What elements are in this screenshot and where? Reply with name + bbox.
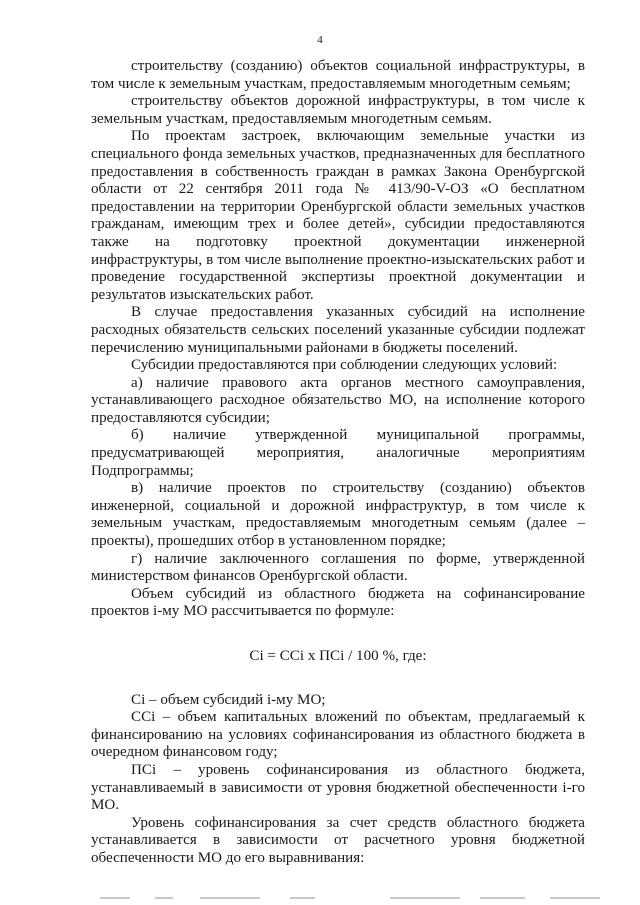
page-number: 4 bbox=[317, 34, 323, 46]
definition-pci: ПСi – уровень софинансирования из областного бюджета, устанавливаемый в зависимости от уровня бюджетной обеспеченности i-го МО. bbox=[91, 761, 585, 814]
paragraph-large-family-land: По проектам застроек, включающим земельные участки из специального фонда земельных участков, предназначенных для бесплатного предоставления в собственность граждан в рамках Закона Оренбургской области от 22 сентября 2011 года № 413/90-V-ОЗ «О бесплатном предоставлении на территории Оренбургской области земельных участков гражданам, имеющим трех и более детей», субсидии предоставляются также на подготовку проектной документации инженерной инфраструктуры, в том числе выполнение проектно-изыскательских работ и проведение государственной экспертизы проектной документации и результатов изыскательских работ. bbox=[91, 128, 585, 303]
condition-a: а) наличие правового акта органов местного самоуправления, устанавливающего расходное обязательство МО, на исполнение которого предоставляются субсидии; bbox=[91, 374, 585, 426]
paragraph-formula-intro: Объем субсидий из областного бюджета на софинансирование проектов i-му МО рассчитывается по формуле: bbox=[91, 585, 585, 620]
scan-bleed-through bbox=[60, 893, 620, 903]
paragraph-cofinancing-level: Уровень софинансирования за счет средств областного бюджета устанавливается в зависимости от расчетного уровня бюджетной обеспеченности МО до его выравнивания: bbox=[91, 814, 585, 866]
definition-cci: ССi – объем капитальных вложений по объектам, предлагаемый к финансированию на условиях софинансирования из областного бюджета в очередном финансовом году; bbox=[91, 709, 585, 761]
paragraph-conditions-intro: Субсидии предоставляются при соблюдении следующих условий: bbox=[131, 357, 558, 374]
subsidy-formula: Сi = ССi х ПСi / 100 %, где: bbox=[249, 648, 427, 664]
paragraph-road-infrastructure: строительству объектов дорожной инфраструктуры, в том числе к земельным участкам, предоставляемым многодетным семьям. bbox=[91, 93, 585, 127]
condition-b: б) наличие утвержденной муниципальной программы, предусматривающей мероприятия, аналогичные мероприятиям Подпрограммы; bbox=[91, 427, 585, 479]
paragraph-rural-settlements: В случае предоставления указанных субсидий на исполнение расходных обязательств сельских поселений указанные субсидии подлежат перечислению муниципальными районами в бюджеты поселений. bbox=[91, 304, 585, 356]
condition-c: в) наличие проектов по строительству (созданию) объектов инженерной, социальной и дорожной инфраструктур, в том числе к земельным участкам, предоставляемым многодетным семьям (далее – проекты), прошедших отбор в установленном порядке; bbox=[91, 480, 585, 550]
document-body bbox=[91, 58, 585, 868]
definition-ci: Сi – объем субсидий i-му МО; bbox=[131, 691, 326, 708]
condition-d: г) наличие заключенного соглашения по форме, утвержденной министерством финансов Оренбургской области. bbox=[91, 550, 585, 585]
paragraph-social-infrastructure: строительству (созданию) объектов социальной инфраструктуры, в том числе к земельным участкам, предоставляемым многодетным семьям; bbox=[91, 58, 585, 92]
